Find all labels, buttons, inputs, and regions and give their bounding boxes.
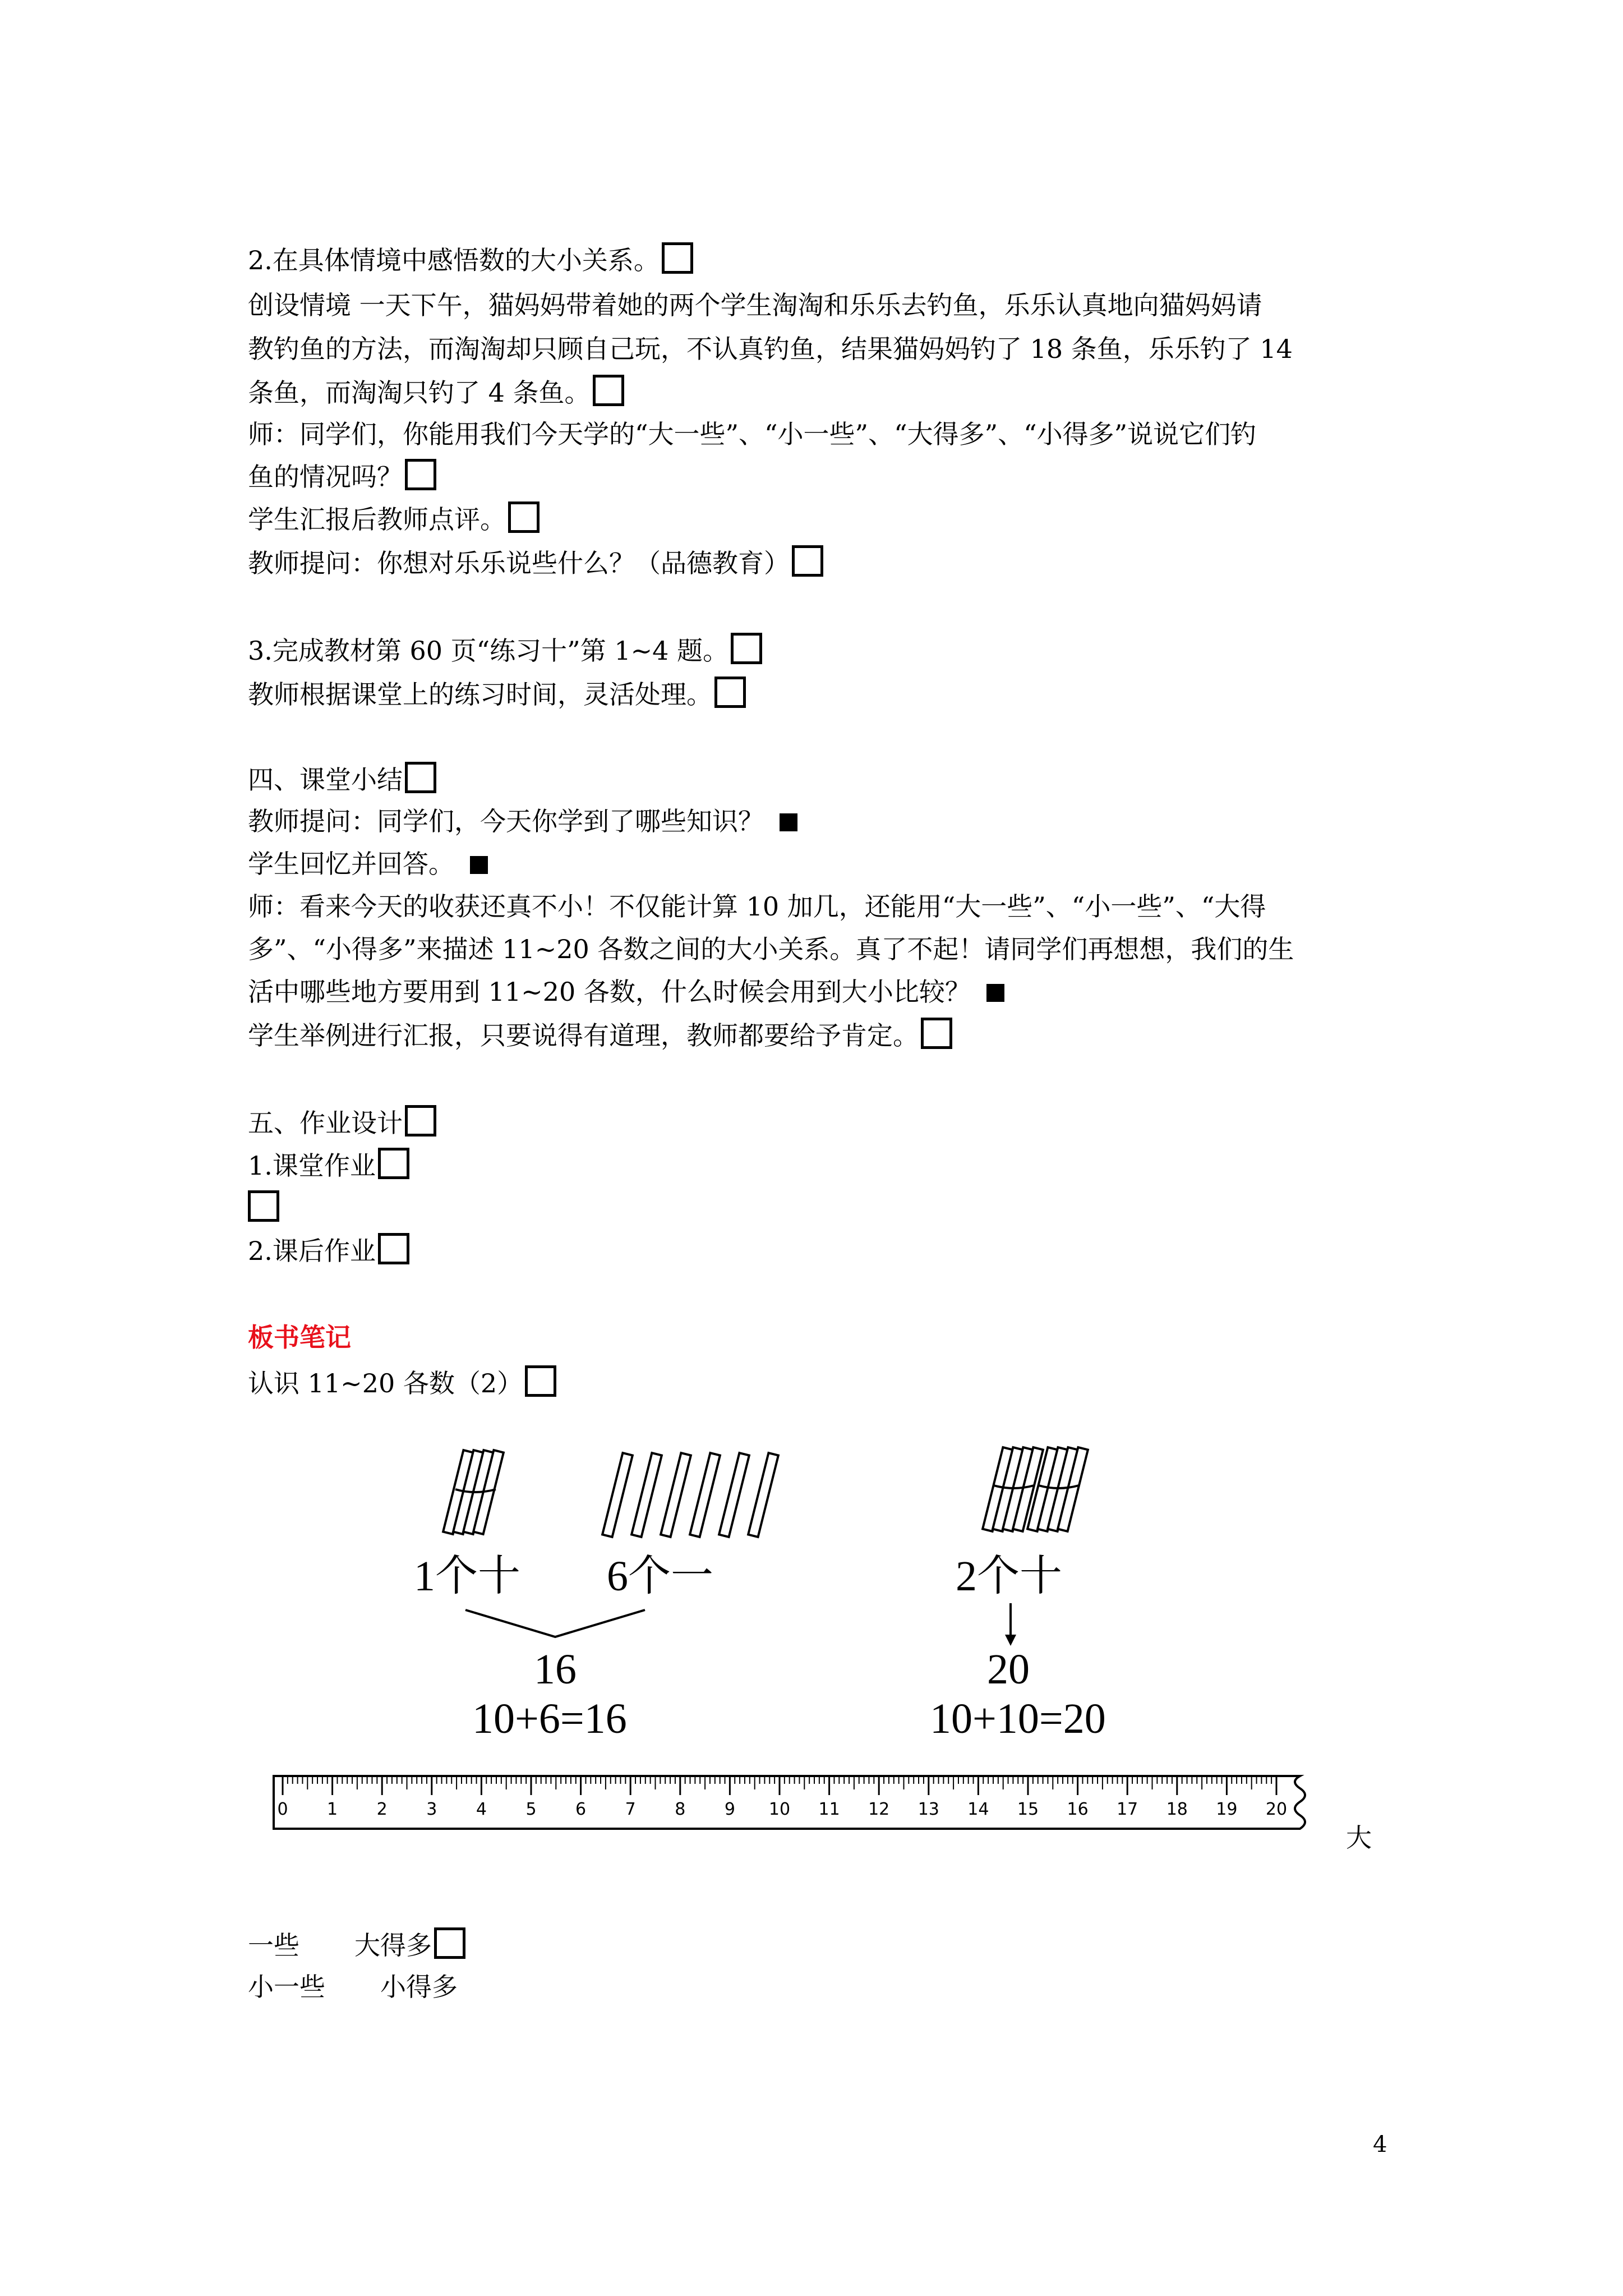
text-line: 教师提问：你想对乐乐说些什么？（品德教育） [248,545,823,580]
ruler-tick-label: 15 [1017,1800,1039,1819]
ruler-tick-label: 1 [327,1800,338,1819]
ruler-end-label: 大 [1346,1823,1372,1853]
text-line: 教钓鱼的方法，而淘淘却只顾自己玩，不认真钓鱼，结果猫妈妈钓了 18 条鱼，乐乐钓了 14 [248,334,1293,364]
text-line: 学生回忆并回答。 [248,847,488,881]
ruler-tick-label: 0 [277,1800,288,1819]
ruler-tick-label: 9 [724,1800,735,1819]
label-six-ones: 6个一 [607,1553,713,1600]
ruler-tick-label: 20 [1265,1800,1288,1819]
text-line: 1.课堂作业 [248,1148,409,1182]
board-title: 认识 11~20 各数（2） [248,1365,556,1400]
section-heading: 五、作业设计 [248,1105,436,1140]
ruler-tick-label: 2 [376,1800,388,1819]
text-line: 3.完成教材第 60 页“练习十”第 1~4 题。 [248,633,762,668]
checkbox-square [434,1927,465,1959]
number-16: 16 [534,1646,577,1693]
ruler-tick-label: 14 [967,1800,989,1819]
text-line: 创设情境 一天下午，猫妈妈带着她的两个学生淘淘和乐乐去钓鱼，乐乐认真地向猫妈妈请 [248,290,1262,320]
ruler-tick-label: 10 [768,1800,791,1819]
ruler-tick-label: 16 [1067,1800,1089,1819]
bottom-row-2: 小一些 小得多 [248,1972,458,2002]
label-two-tens: 2个十 [956,1553,1062,1600]
ruler-tick-label: 6 [575,1800,587,1819]
ruler-tick-label: 8 [675,1800,686,1819]
ruler-tick-label: 4 [476,1800,487,1819]
section-heading: 四、课堂小结 [248,762,436,797]
text-line: 学生举例进行汇报，只要说得有道理，教师都要给予肯定。 [248,1018,952,1052]
text-line: 鱼的情况吗？ [248,459,436,494]
text-line: 活中哪些地方要用到 11~20 各数，什么时候会用到大小比较？ [248,975,1004,1009]
board-notes-heading: 板书笔记 [248,1322,351,1352]
ruler-tick-label: 17 [1117,1800,1138,1819]
ruler-tick-label: 12 [868,1800,890,1819]
ruler-tick-label: 11 [818,1800,840,1819]
text-line: 教师提问：同学们，今天你学到了哪些知识？ [248,804,797,838]
text-line: 2.在具体情境中感悟数的大小关系。 [248,242,693,277]
equation-right: 10+10=20 [930,1695,1106,1742]
ruler-tick-label: 3 [426,1800,437,1819]
equation-left: 10+6=16 [472,1695,627,1742]
ruler-tick-label: 13 [917,1800,939,1819]
text-line: 学生汇报后教师点评。 [248,501,540,536]
text-line: 2.课后作业 [248,1233,409,1268]
number-20: 20 [987,1646,1030,1693]
ruler-tick-label: 5 [525,1800,537,1819]
text-line: 师：同学们，你能用我们今天学的“大一些”、“小一些”、“大得多”、“小得多”说说它们钓 [248,419,1257,449]
label-one-ten: 1个十 [414,1553,520,1600]
text-line: 多”、“小得多”来描述 11~20 各数之间的大小关系。真了不起！请同学们再想想，我们的生 [248,934,1294,964]
ruler-tick-label: 19 [1216,1800,1238,1819]
text-line: 条鱼，而淘淘只钓了 4 条鱼。 [248,375,624,409]
text-line: 教师根据课堂上的练习时间，灵活处理。 [248,677,746,711]
ruler-tick-label: 18 [1166,1800,1188,1819]
text-line: 师：看来今天的收获还真不小！不仅能计算 10 加几，还能用“大一些”、“小一些”、“大得 [248,891,1266,922]
page-number: 4 [1373,2132,1387,2157]
ruler-tick-label: 7 [625,1800,636,1819]
bottom-row-1: 一些 大得多 [248,1927,465,1962]
